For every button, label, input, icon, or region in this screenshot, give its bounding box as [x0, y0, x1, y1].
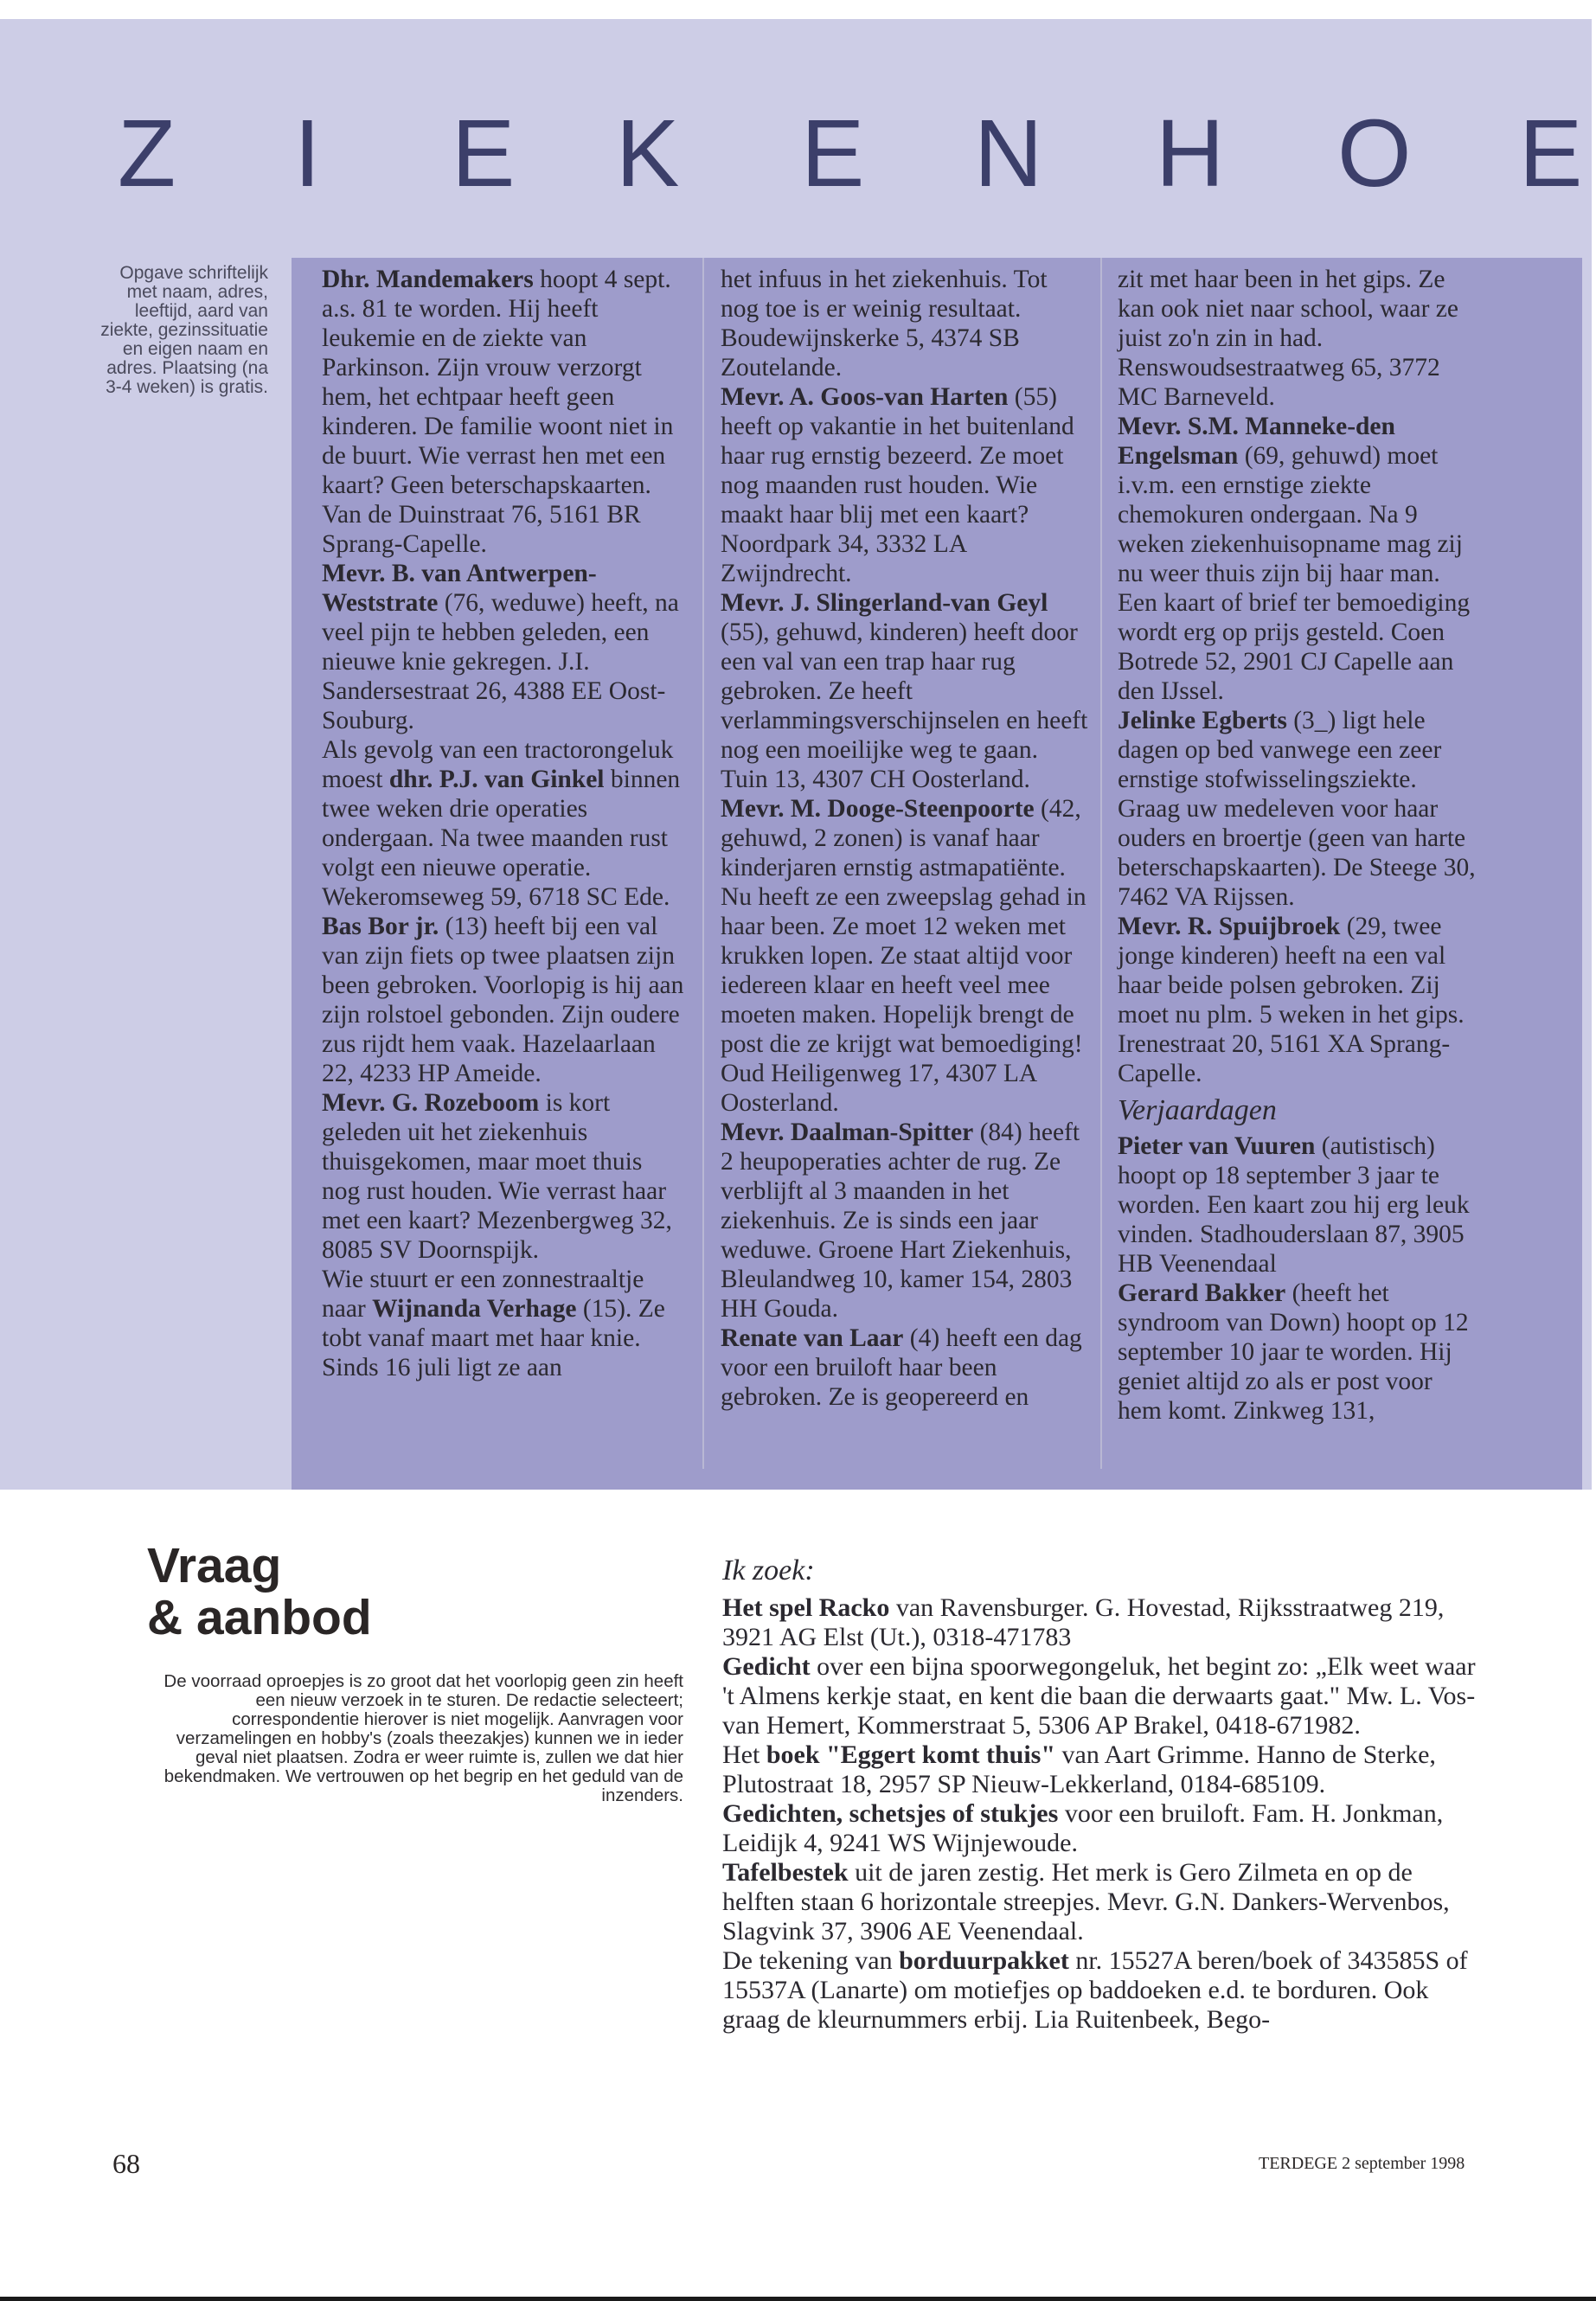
entry	[721, 1324, 1091, 1412]
vraag-aanbod-body: De voorraad oproepjes is zo groot dat het voorlopig geen zin heeft een nieuw verzoek in te sturen. De redactie selecteert; correspondentie hierover is niet mogelijk. Aanvragen voor verzamelingen en hobby's (zoals theezakjes) kunnen we in ieder geval niet plaatsen. Zodra er weer ruimte is, zullen we dat hier bekendmaken. We vertrouwen op het begrip en het geduld van de inzenders.	[163, 1671, 683, 1805]
banner-letter: H	[1156, 100, 1225, 207]
ik-zoek-heading: Ik zoek:	[722, 1554, 815, 1586]
column-1	[322, 265, 685, 1382]
entry-name: Wijnanda Verhage	[372, 1295, 577, 1323]
entry-text: over een bijna spoorwegongeluk, het begint zo: „Elk weet waar 't Almens kerkje staat, en kent die baan die derwaarts gaat." Mw. L. Vos-van Hemert, Kommerstraat 5, 5306 AP Brakel, 0418-671982.	[722, 1652, 1476, 1740]
entry-name: Mevr. B. van Antwerpen-Weststrate	[322, 560, 597, 617]
entry-text: (42, gehuwd, 2 zonen) is vanaf haar kinderjaren ernstig astmapatiënte. Nu heeft ze een zweepslag gehad in haar been. Ze moet 12 weken met krukken lopen. Ze staat altijd voor iedereen klaar en heeft veel mee moeten maken. Hopelijk brengt de post die ze krijgt wat bemoediging! Oud Heiligenweg 17, 4307 LA Oosterland.	[721, 795, 1086, 1117]
banner-letter: E	[1519, 100, 1583, 207]
entry-text: (84) heeft 2 heupoperaties achter de rug. Ze verblijft al 3 maanden in het ziekenhuis. Ze is sinds een jaar weduwe. Groene Hart Ziekenhuis, Bleulandweg 10, kamer 154, 2803 HH Gouda.	[721, 1118, 1080, 1323]
entry	[1118, 265, 1481, 412]
entry-text: zit met haar been in het gips. Ze kan ook niet naar school, waar ze juist zo'n zin in had. Renswoudsestraatweg 65, 3772 MC Barneveld.	[1118, 266, 1458, 411]
entry-name: Dhr. Mandemakers	[322, 266, 534, 293]
banner-letter: K	[616, 100, 680, 207]
column-3	[1118, 265, 1481, 1426]
entry-name: boek "Eggert komt thuis"	[766, 1740, 1055, 1769]
bottom-rule	[0, 2297, 1596, 2301]
entry-text: (13) heeft bij een val van zijn fiets op twee plaatsen zijn been gebroken. Voorlopig is hij aan zijn rolstoel gebonden. Zijn oudere zus rijdt hem vaak. Hazelaarlaan 22, 4233 HP Ameide.	[322, 913, 684, 1087]
entry-text: uit de jaren zestig. Het merk is Gero Zilmeta en op de helften staan 6 horizontale streepjes. Mevr. G.N. Dankers-Wervenbos, Slagvink 37, 3906 AE Veenendaal.	[722, 1858, 1450, 1945]
entry	[722, 1858, 1484, 1946]
entry-text: (55), gehuwd, kinderen) heeft door een val van een trap haar rug gebroken. Ze heeft verlammingsverschijnselen en heeft nog een moeilijke weg te gaan. Tuin 13, 4307 CH Oosterland.	[721, 619, 1088, 793]
verjaardagen-heading: Verjaardagen	[1118, 1094, 1277, 1126]
entry-text: van Ravensburger. G. Hovestad, Rijksstraatweg 219, 3921 AG Elst (Ut.), 0318-471783	[722, 1593, 1445, 1651]
entry-name: Jelinke Egberts	[1118, 707, 1287, 734]
section-banner	[118, 102, 1588, 206]
entry-name: borduurpakket	[899, 1946, 1069, 1975]
entry-name: Renate van Laar	[721, 1324, 904, 1352]
vraag-aanbod-title	[147, 1540, 372, 1644]
entry	[722, 1946, 1484, 2035]
entry-lead: De tekening van	[722, 1946, 900, 1975]
entry-text: is kort geleden uit het ziekenhuis thuisgekomen, maar moet thuis nog rust houden. Wie verrast haar met een kaart? Mezenbergweg 32, 8085 SV Doornspijk.	[322, 1089, 672, 1264]
entry-text: binnen twee weken drie operaties ondergaan. Na twee maanden rust volgt een nieuwe operatie. Wekeromseweg 59, 6718 SC Ede.	[322, 766, 681, 911]
entry-text: (heeft het syndroom van Down) hoopt op 12 september 10 jaar te worden. Hij geniet altijd zo als er post voor hem komt. Zinkweg 131,	[1118, 1279, 1469, 1425]
banner-letter: I	[294, 100, 321, 207]
entry-name: Gedicht	[722, 1652, 811, 1681]
entry-text: (29, twee jonge kinderen) heeft na een val haar beide polsen gebroken. Zij moet nu plm. 5 weken in het gips. Irenestraat 20, 5161 XA Sprang-Capelle.	[1118, 913, 1465, 1087]
banner-letter: Z	[118, 100, 176, 207]
page-number: 68	[112, 2148, 140, 2179]
entry	[722, 1740, 1484, 1799]
banner-letter: O	[1337, 100, 1412, 207]
column-3-entries	[1118, 265, 1481, 1088]
entry-name: Mevr. S.M. Manneke-den Engelsman	[1118, 413, 1395, 470]
entry-lead: Wie stuurt er een zonnestraaltje naar	[322, 1266, 644, 1323]
column-divider	[702, 258, 704, 1469]
entry-text: (55) heeft op vakantie in het buitenland haar rug ernstig bezeerd. Ze moet nog maanden rust houden. Wie maakt haar blij met een kaart? Noordpark 34, 3332 LA Zwijndrecht.	[721, 383, 1074, 587]
entry	[721, 794, 1091, 1118]
entry	[721, 1118, 1091, 1324]
entry-name: Mevr. R. Spuijbroek	[1118, 913, 1341, 940]
entry-lead: Als gevolg van een tractorongeluk moest	[322, 736, 674, 793]
entry-text: van Aart Grimme. Hanno de Sterke, Plutostraat 18, 2957 SP Nieuw-Lekkerland, 0184-685109.	[722, 1740, 1436, 1798]
entry	[322, 559, 685, 735]
entry	[721, 382, 1091, 588]
column-2	[721, 265, 1091, 1412]
entry-name: dhr. P.J. van Ginkel	[388, 766, 605, 793]
verjaardagen-entries	[1118, 1131, 1481, 1426]
entry-text: hoopt 4 sept. a.s. 81 te worden. Hij heeft leukemie en de ziekte van Parkinson. Zijn vrouw verzorgt hem, het echtpaar heeft geen kinderen. De familie woont niet in de buurt. Wie verrast hen met een kaart? Geen beterschapskaarten. Van de Duinstraat 76, 5161 BR Sprang-Capelle.	[322, 266, 674, 558]
column-divider	[1100, 258, 1102, 1469]
entry-name: Gedichten, schetsjes of stukjes	[722, 1799, 1059, 1828]
entry-name: Tafelbestek	[722, 1858, 849, 1887]
ik-zoek-entries	[722, 1593, 1484, 2035]
entry	[1118, 412, 1481, 706]
entry-text: het infuus in het ziekenhuis. Tot nog toe is er weinig resultaat. Boudewijnskerke 5, 4374 SB Zoutelande.	[721, 266, 1048, 381]
entry-name: Het spel Racko	[722, 1593, 890, 1622]
entry	[322, 912, 685, 1088]
vraag-title-line1: Vraag	[147, 1538, 282, 1593]
entry-text: (76, weduwe) heeft, na veel pijn te hebben geleden, een nieuwe knie gekregen. J.I. Sandersestraat 26, 4388 EE Oost-Souburg.	[322, 589, 679, 734]
entry	[322, 735, 685, 912]
entry	[322, 265, 685, 559]
entry	[722, 1593, 1484, 1652]
entry-text: (4) heeft een dag voor een bruiloft haar been gebroken. Ze is geopereerd en	[721, 1324, 1082, 1411]
entry	[322, 1088, 685, 1265]
banner-letter: N	[974, 100, 1043, 207]
entry-name: Gerard Bakker	[1118, 1279, 1286, 1307]
entry-name: Mevr. G. Rozeboom	[322, 1089, 540, 1117]
entry-text: (15). Ze tobt vanaf maart met haar knie. Sinds 16 juli ligt ze aan	[322, 1295, 665, 1381]
entry	[1118, 912, 1481, 1088]
entry	[722, 1652, 1484, 1740]
entry-name: Mevr. M. Dooge-Steenpoorte	[721, 795, 1035, 823]
entry-text: (3_) ligt hele dagen op bed vanwege een zeer ernstige stofwisselingsziekte. Graag uw medeleven voor haar ouders en broertje (geen van harte beterschapskaarten). De Steege 30, 7462 VA Rijssen.	[1118, 707, 1476, 911]
entry	[1118, 1279, 1481, 1426]
entry-text: (69, gehuwd) moet i.v.m. een ernstige ziekte chemokuren ondergaan. Na 9 weken ziekenhuisopname mag zij nu weer thuis zijn bij haar man. Een kaart of brief ter bemoediging wordt erg op prijs gesteld. Coen Botrede 52, 2901 CJ Capelle aan den IJssel.	[1118, 442, 1471, 705]
banner-letter: E	[452, 100, 516, 207]
entry	[721, 265, 1091, 382]
entry-text: voor een bruiloft. Fam. H. Jonkman, Leidijk 4, 9241 WS Wijnjewoude.	[722, 1799, 1444, 1857]
banner-letter: E	[801, 100, 865, 207]
entry-name: Mevr. A. Goos-van Harten	[721, 383, 1009, 411]
entry-text: (autistisch) hoopt op 18 september 3 jaar te worden. Een kaart zou hij erg leuk vinden. Stadhouderslaan 87, 3905 HB Veenendaal	[1118, 1132, 1470, 1278]
entry-text: nr. 15527A beren/boek of 343585S of 15537A (Lanarte) om motiefjes op baddoeken e.d. te borduren. Ook graag de kleurnummers erbij. Lia Ruitenbeek, Bego-	[722, 1946, 1468, 2034]
entry-name: Pieter van Vuuren	[1118, 1132, 1316, 1160]
entry-name: Bas Bor jr.	[322, 913, 439, 940]
entry-name: Mevr. J. Slingerland-van Geyl	[721, 589, 1048, 617]
entry	[1118, 706, 1481, 912]
vraag-title-line2: & aanbod	[147, 1590, 372, 1645]
entry	[721, 588, 1091, 794]
entry	[1118, 1131, 1481, 1279]
entry-name: Mevr. Daalman-Spitter	[721, 1118, 974, 1146]
entry	[322, 1265, 685, 1382]
ik-zoek-section	[722, 1552, 1484, 2035]
entry-lead: Het	[722, 1740, 766, 1769]
entry	[722, 1799, 1484, 1858]
magazine-footer: TERDEGE 2 september 1998	[1259, 2154, 1465, 2173]
submission-note: Opgave schriftelijk met naam, adres, leeftijd, aard van ziekte, gezinssituatie en eigen naam en adres. Plaatsing (na 3-4 weken) is gratis.	[100, 263, 268, 397]
